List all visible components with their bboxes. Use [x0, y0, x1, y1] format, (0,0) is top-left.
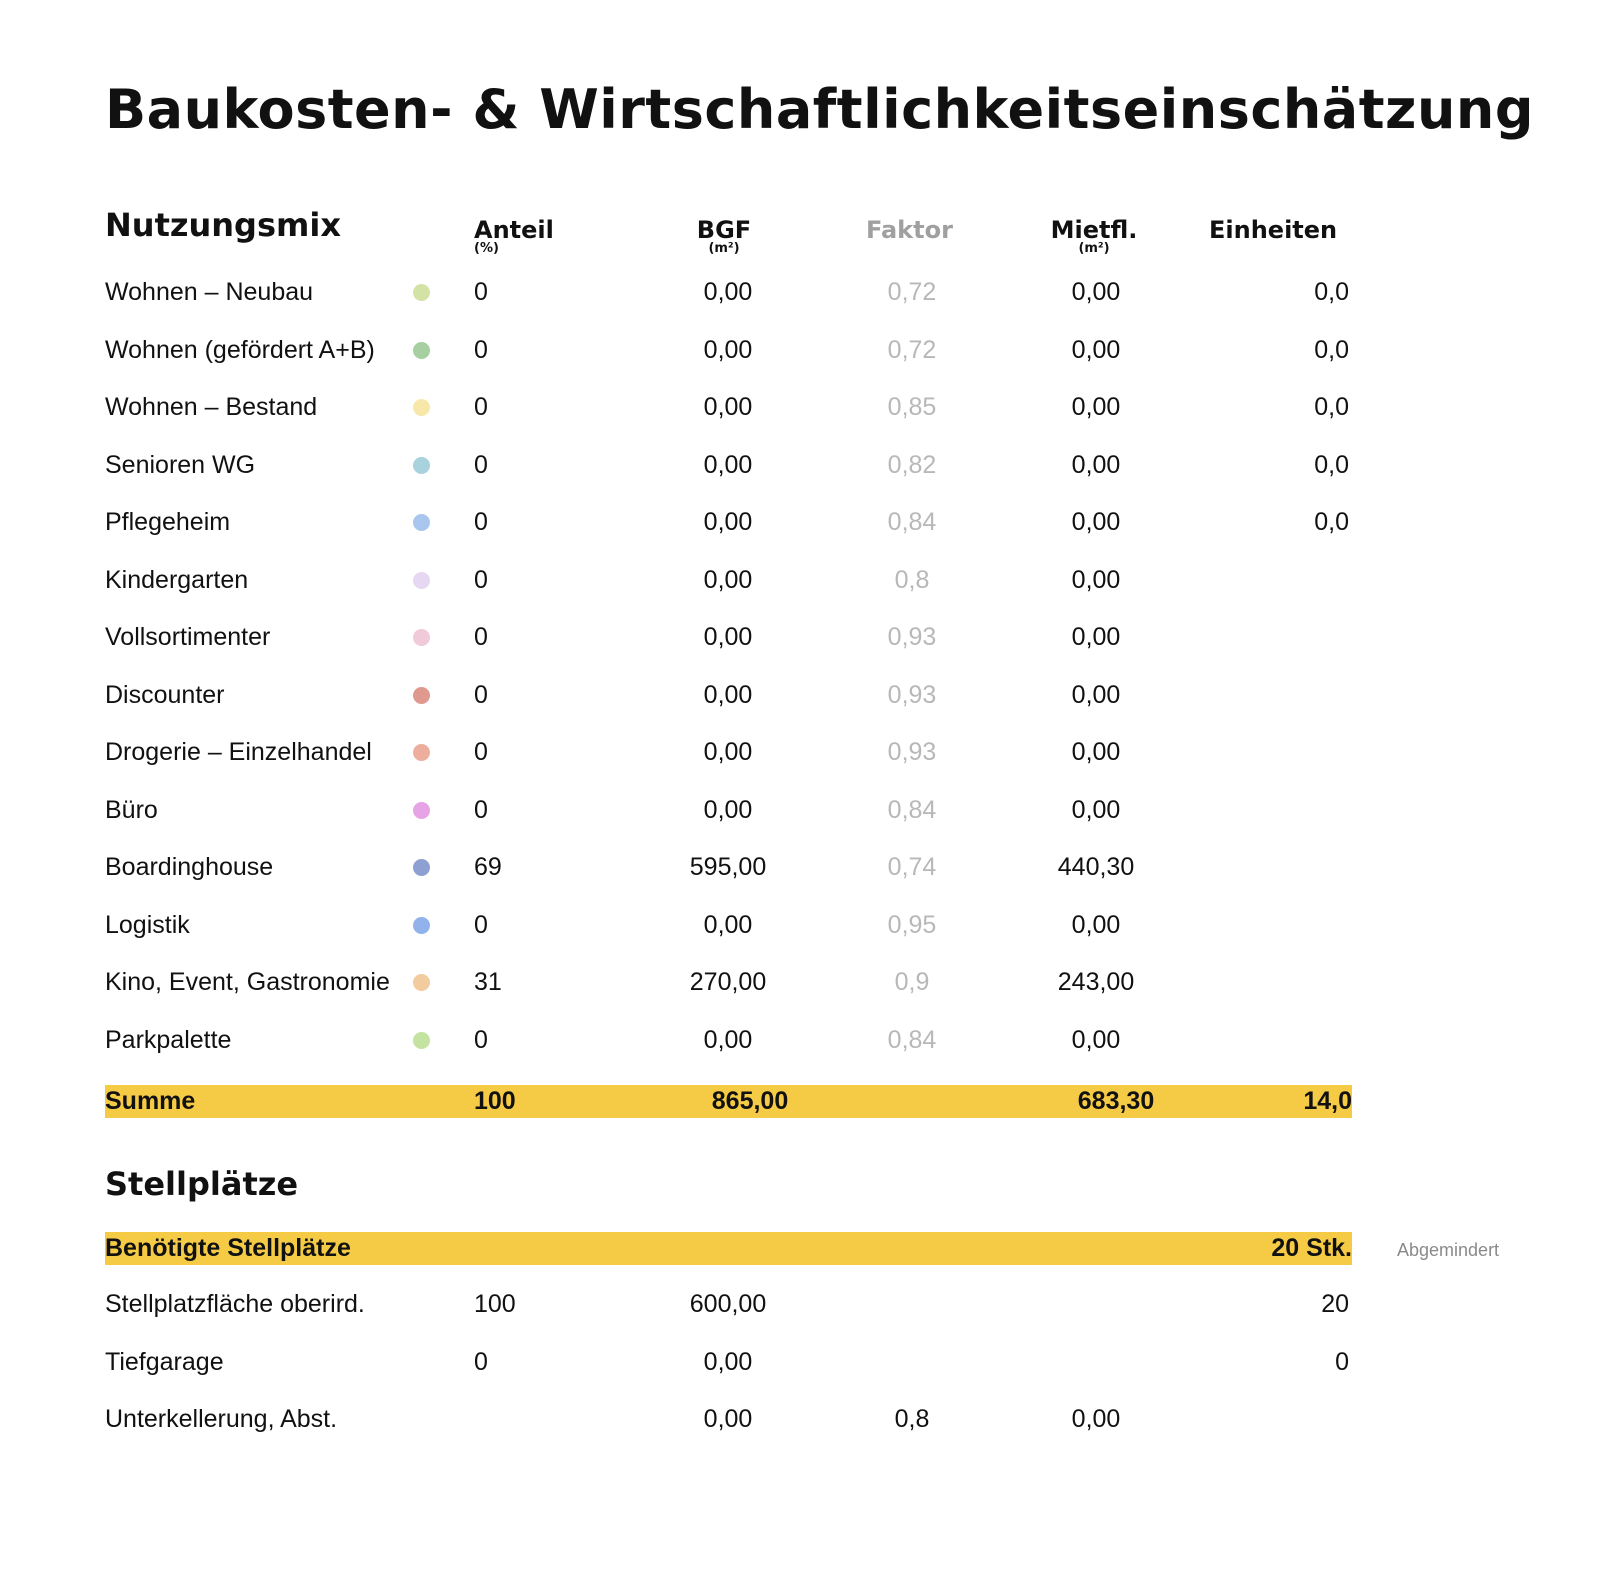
row-bgf: 270,00 — [689, 968, 767, 996]
color-dot-icon — [413, 802, 430, 819]
row-einheiten: 0,0 — [1314, 278, 1349, 306]
row-bgf: 0,00 — [703, 565, 753, 594]
color-dot-icon — [413, 399, 430, 416]
row-faktor: 0,93 — [887, 623, 937, 651]
row-einheiten: 0,0 — [1314, 393, 1349, 421]
column-header-faktor-label: Faktor — [866, 216, 953, 244]
row-name: Wohnen – Bestand — [105, 393, 318, 421]
row-mietflaeche: 0,00 — [1071, 450, 1121, 479]
benoetigte-stellplaetze-label: Benötigte Stellplätze — [105, 1234, 351, 1262]
column-header-anteil-unit: (%) — [474, 241, 499, 256]
stellplaetze-heading: Stellplätze — [105, 1165, 299, 1203]
row-faktor: 0,8 — [894, 1405, 930, 1433]
row-name: Büro — [105, 795, 158, 824]
table-row — [0, 321, 1619, 379]
table-row — [0, 608, 1619, 666]
row-anteil: 0 — [474, 623, 488, 651]
row-name: Kino, Event, Gastronomie — [105, 968, 390, 996]
row-faktor: 0,95 — [887, 910, 937, 939]
row-anteil: 69 — [474, 853, 502, 881]
row-bgf: 0,00 — [703, 393, 753, 421]
column-header-anteil — [474, 216, 554, 256]
benoetigte-stellplaetze-value: 20 Stk. — [1271, 1234, 1352, 1262]
row-anteil: 0 — [474, 795, 488, 824]
summe-einheiten: 14,0 — [1303, 1087, 1352, 1115]
column-header-bgf-label: BGF — [696, 216, 752, 244]
summe-row — [105, 1085, 1352, 1118]
table-row — [0, 1333, 1619, 1391]
color-dot-icon — [413, 917, 430, 934]
row-mietflaeche: 0,00 — [1071, 508, 1121, 536]
row-bgf: 0,00 — [703, 910, 753, 939]
row-mietflaeche: 0,00 — [1071, 393, 1121, 421]
table-row — [0, 436, 1619, 494]
row-mietflaeche: 0,00 — [1071, 910, 1121, 939]
color-dot-icon — [413, 974, 430, 991]
summe-label: Summe — [105, 1087, 196, 1115]
nutzungsmix-heading: Nutzungsmix — [105, 206, 341, 244]
benoetigte-stellplaetze-row — [105, 1232, 1352, 1265]
row-name: Boardinghouse — [105, 853, 274, 881]
row-faktor: 0,8 — [894, 565, 930, 594]
row-mietflaeche: 440,30 — [1057, 853, 1135, 881]
table-row — [0, 493, 1619, 551]
row-anteil: 0 — [474, 450, 488, 479]
row-faktor: 0,85 — [887, 393, 937, 421]
row-faktor: 0,9 — [894, 968, 930, 996]
row-bgf: 600,00 — [689, 1290, 767, 1318]
color-dot-icon — [413, 744, 430, 761]
table-row — [0, 1275, 1619, 1333]
table-row — [0, 723, 1619, 781]
row-bgf: 0,00 — [703, 680, 753, 709]
row-mietflaeche: 0,00 — [1071, 1025, 1121, 1054]
row-faktor: 0,93 — [887, 680, 937, 709]
row-bgf: 0,00 — [703, 335, 753, 364]
row-anteil: 0 — [474, 1347, 488, 1376]
column-header-einheiten-label: Einheiten — [1209, 216, 1338, 244]
row-name: Wohnen – Neubau — [105, 278, 314, 306]
row-name: Kindergarten — [105, 565, 249, 594]
column-header-einheiten — [1209, 216, 1337, 244]
color-dot-icon — [413, 629, 430, 646]
row-name: Tiefgarage — [105, 1347, 224, 1376]
color-dot-icon — [413, 572, 430, 589]
row-bgf: 0,00 — [703, 278, 753, 306]
row-mietflaeche: 0,00 — [1071, 278, 1121, 306]
row-bgf: 0,00 — [703, 508, 753, 536]
row-name: Drogerie – Einzelhandel — [105, 738, 372, 766]
row-name: Senioren WG — [105, 450, 256, 479]
table-row — [0, 1011, 1619, 1069]
table-row — [0, 666, 1619, 724]
row-mietflaeche: 0,00 — [1071, 623, 1121, 651]
row-bgf: 0,00 — [703, 795, 753, 824]
color-dot-icon — [413, 342, 430, 359]
summe-bgf: 865,00 — [711, 1087, 789, 1115]
row-name: Stellplatzfläche oberird. — [105, 1290, 365, 1318]
row-faktor: 0,74 — [887, 853, 937, 881]
color-dot-icon — [413, 457, 430, 474]
row-mietflaeche: 0,00 — [1071, 680, 1121, 709]
row-anteil: 0 — [474, 508, 488, 536]
table-row — [0, 781, 1619, 839]
row-anteil: 100 — [474, 1290, 516, 1318]
row-mietflaeche: 243,00 — [1057, 968, 1135, 996]
row-einheiten: 20 — [1321, 1290, 1349, 1318]
table-row — [0, 896, 1619, 954]
table-row — [0, 263, 1619, 321]
row-anteil: 31 — [474, 968, 502, 996]
column-header-bgf-unit: (m²) — [708, 241, 740, 256]
row-einheiten: 0,0 — [1314, 508, 1349, 536]
table-row — [0, 953, 1619, 1011]
color-dot-icon — [413, 859, 430, 876]
row-name: Logistik — [105, 910, 190, 939]
row-bgf: 0,00 — [703, 1025, 753, 1054]
row-anteil: 0 — [474, 393, 488, 421]
row-name: Unterkellerung, Abst. — [105, 1405, 338, 1433]
row-anteil: 0 — [474, 335, 488, 364]
color-dot-icon — [413, 1032, 430, 1049]
row-mietflaeche: 0,00 — [1071, 565, 1121, 594]
row-mietflaeche: 0,00 — [1071, 738, 1121, 766]
abgemindert-note: Abgemindert — [1397, 1240, 1500, 1260]
row-anteil: 0 — [474, 278, 488, 306]
row-faktor: 0,72 — [887, 278, 937, 306]
row-faktor: 0,82 — [887, 450, 937, 479]
color-dot-icon — [413, 284, 430, 301]
row-einheiten: 0,0 — [1314, 450, 1349, 479]
row-anteil: 0 — [474, 910, 488, 939]
row-name: Vollsortimenter — [105, 623, 271, 651]
row-name: Discounter — [105, 680, 225, 709]
color-dot-icon — [413, 687, 430, 704]
table-row — [0, 378, 1619, 436]
row-name: Parkpalette — [105, 1025, 232, 1054]
row-bgf: 595,00 — [689, 853, 767, 881]
page-title: Baukosten- & Wirtschaftlichkeitseinschätzung — [105, 78, 1535, 141]
column-header-bgf — [695, 216, 753, 256]
row-anteil: 0 — [474, 738, 488, 766]
table-row — [0, 551, 1619, 609]
row-mietflaeche: 0,00 — [1071, 335, 1121, 364]
row-faktor: 0,84 — [887, 1025, 937, 1054]
summe-anteil: 100 — [474, 1087, 516, 1115]
row-faktor: 0,84 — [887, 795, 937, 824]
row-name: Wohnen (gefördert A+B) — [105, 335, 375, 364]
row-bgf: 0,00 — [703, 623, 753, 651]
column-header-anteil-label: Anteil — [474, 216, 554, 244]
column-header-mietflaeche — [1040, 216, 1148, 256]
table-row — [0, 838, 1619, 896]
color-dot-icon — [413, 514, 430, 531]
summe-mietflaeche: 683,30 — [1077, 1087, 1155, 1115]
row-einheiten: 0,0 — [1314, 335, 1349, 364]
row-anteil: 0 — [474, 680, 488, 709]
row-mietflaeche: 0,00 — [1071, 795, 1121, 824]
row-faktor: 0,93 — [887, 738, 937, 766]
column-header-miet-unit: (m²) — [1078, 241, 1110, 256]
row-anteil: 0 — [474, 1025, 488, 1054]
row-anteil: 0 — [474, 565, 488, 594]
row-faktor: 0,84 — [887, 508, 937, 536]
row-bgf: 0,00 — [703, 1405, 753, 1433]
row-bgf: 0,00 — [703, 738, 753, 766]
row-einheiten: 0 — [1335, 1347, 1349, 1376]
column-header-miet-label: Mietfl. — [1050, 216, 1138, 244]
row-mietflaeche: 0,00 — [1071, 1405, 1121, 1433]
row-name: Pflegeheim — [105, 508, 231, 536]
row-bgf: 0,00 — [703, 1347, 753, 1376]
row-bgf: 0,00 — [703, 450, 753, 479]
row-faktor: 0,72 — [887, 335, 937, 364]
column-header-faktor — [866, 216, 953, 244]
table-row — [0, 1390, 1619, 1448]
